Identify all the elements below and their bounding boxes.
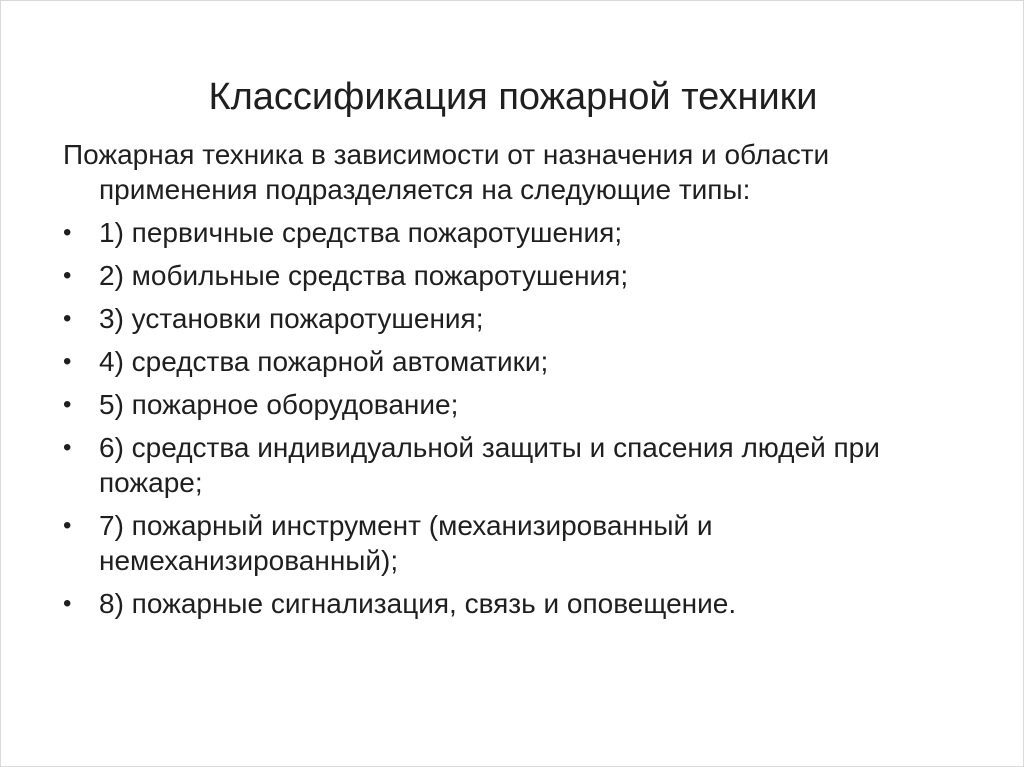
- list-item-text: 8) пожарные сигнализация, связь и оповещение.: [99, 588, 737, 619]
- list-item: [63, 586, 963, 621]
- bullet-icon: •: [63, 434, 72, 461]
- list-item-text: 3) установки пожаротушения;: [99, 303, 484, 334]
- classification-list: [63, 215, 963, 621]
- slide-title: Классификация пожарной техники: [208, 76, 818, 118]
- list-item: [63, 258, 963, 293]
- list-item: [63, 301, 963, 336]
- list-item: [63, 387, 963, 422]
- bullet-icon: •: [63, 512, 72, 539]
- list-item-text: 4) средства пожарной автоматики;: [99, 346, 549, 377]
- list-item-text: 2) мобильные средства пожаротушения;: [99, 260, 629, 291]
- list-item-text: 7) пожарный инструмент (механизированный и немеханизированный);: [99, 510, 713, 576]
- slide-content: [63, 137, 963, 629]
- bullet-icon: •: [63, 305, 72, 332]
- bullet-icon: •: [63, 348, 72, 375]
- bullet-icon: •: [63, 219, 72, 246]
- list-item: [63, 430, 963, 500]
- bullet-icon: •: [63, 262, 72, 289]
- list-item-text: 5) пожарное оборудование;: [99, 389, 459, 420]
- bullet-icon: •: [63, 590, 72, 617]
- list-item-text: 1) первичные средства пожаротушения;: [99, 217, 623, 248]
- list-item: [63, 344, 963, 379]
- list-item: [63, 215, 963, 250]
- list-item: [63, 508, 963, 578]
- intro-paragraph: Пожарная техника в зависимости от назначения и области применения подразделяется на следующие типы:: [63, 139, 830, 205]
- bullet-icon: •: [63, 391, 72, 418]
- list-item-text: 6) средства индивидуальной защиты и спасения людей при пожаре;: [99, 432, 880, 498]
